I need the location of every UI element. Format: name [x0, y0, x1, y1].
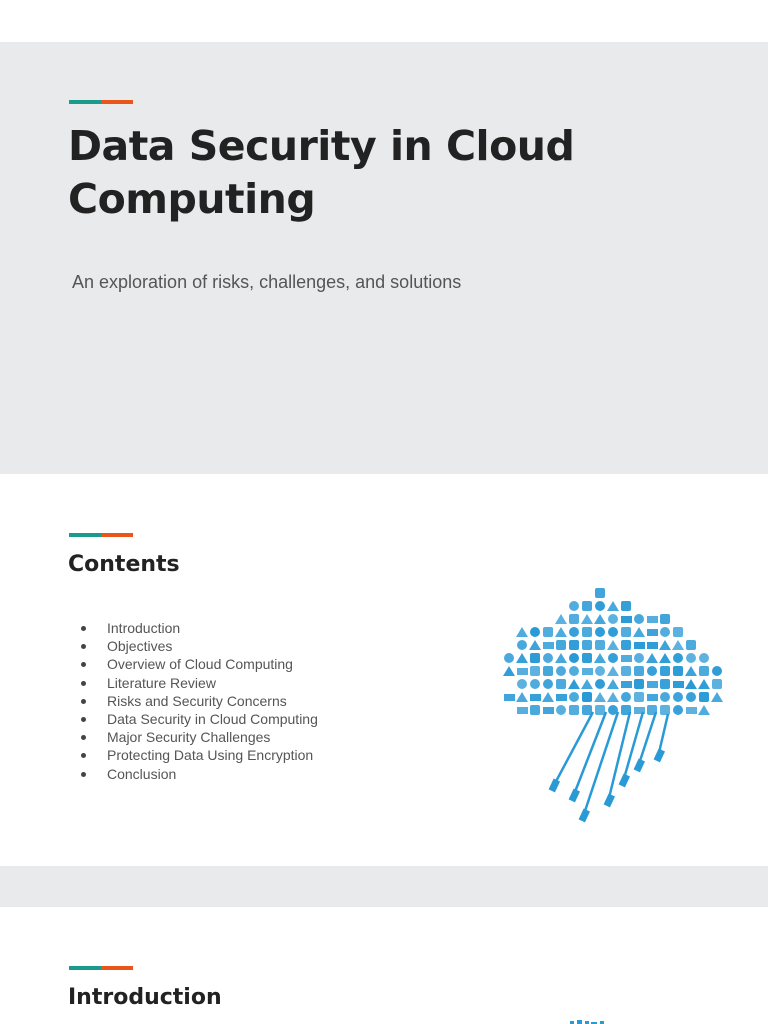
cloud-icon-glyph	[568, 679, 580, 689]
cloud-icon-glyph	[646, 653, 658, 663]
cloud-icon-glyph	[543, 666, 553, 676]
cloud-icon-glyph	[660, 614, 670, 624]
cloud-icon-glyph	[543, 653, 553, 663]
cloud-icon-glyph	[608, 614, 618, 624]
cloud-icon-glyph	[672, 640, 684, 650]
cloud-icon-glyph	[634, 642, 645, 649]
cloud-icon-glyph	[581, 614, 593, 624]
cloud-icon-glyph	[607, 640, 619, 650]
cloud-icon-glyph	[556, 679, 566, 689]
cloud-icon-glyph	[595, 627, 605, 637]
cloud-icon-glyph	[699, 666, 709, 676]
cloud-icon-glyph	[555, 614, 567, 624]
cloud-icon-glyph	[529, 640, 541, 650]
cloud-icon-glyph	[543, 707, 554, 714]
cloud-icon-glyph	[699, 653, 709, 663]
cloud-icon-glyph	[607, 692, 619, 702]
cloud-icon-glyph	[516, 627, 528, 637]
cloud-icon-glyph	[608, 653, 618, 663]
cloud-icon-glyph	[504, 653, 514, 663]
cloud-icon-glyph	[712, 666, 722, 676]
cloud-icon-glyph	[530, 679, 540, 689]
cloud-icon-glyph	[673, 705, 683, 715]
cloud-icon-glyph	[608, 627, 618, 637]
cloud-network-icon	[498, 582, 728, 827]
cloud-icon-glyph	[594, 653, 606, 663]
cloud-icon-glyph	[569, 705, 579, 715]
accent-bar	[69, 100, 133, 104]
list-item: Conclusion	[75, 765, 318, 783]
cloud-icon-glyph	[660, 627, 670, 637]
cloud-icon-glyph	[621, 627, 631, 637]
cloud-icon-glyph	[543, 642, 554, 649]
cloud-icon-glyph	[647, 681, 658, 688]
cloud-icon-glyph	[673, 692, 683, 702]
cloud-icon-glyph	[686, 653, 696, 663]
cloud-icon-glyph	[582, 692, 592, 702]
cloud-icon-glyph	[659, 653, 671, 663]
cloud-icon-glyph	[556, 694, 567, 701]
cloud-icon-glyph	[582, 705, 592, 715]
cloud-icon-glyph	[647, 629, 658, 636]
cable-line	[608, 712, 630, 802]
cloud-icon-glyph	[555, 653, 567, 663]
cloud-icon-glyph	[582, 668, 593, 675]
cloud-icon-glyph	[647, 666, 657, 676]
cloud-icon-glyph	[712, 679, 722, 689]
cloud-icon-glyph	[503, 666, 515, 676]
cloud-icon-glyph	[595, 666, 605, 676]
cloud-icon-glyph	[634, 614, 644, 624]
cloud-icon-glyph	[542, 692, 554, 702]
cloud-icon-glyph	[647, 642, 658, 649]
cloud-icon-glyph	[569, 666, 579, 676]
cloud-icon-glyph	[621, 692, 631, 702]
cloud-icon-glyph	[530, 694, 541, 701]
cloud-icon-glyph	[569, 653, 579, 663]
presentation-subtitle: An exploration of risks, challenges, and solutions	[72, 272, 462, 292]
cloud-icon-glyph	[530, 653, 540, 663]
cloud-icon-glyph	[660, 692, 670, 702]
cloud-icon-glyph	[634, 653, 644, 663]
cloud-icon-glyph	[595, 705, 605, 715]
cable-plug	[654, 748, 665, 762]
cloud-icon-glyph	[582, 640, 592, 650]
list-item: Major Security Challenges	[75, 728, 318, 746]
cloud-icon-glyph	[543, 679, 553, 689]
contents-slide	[0, 474, 768, 866]
list-item: Overview of Cloud Computing	[75, 655, 318, 673]
cloud-icon-glyph	[673, 666, 683, 676]
cloud-icon-glyph	[595, 601, 605, 611]
cloud-icon-glyph	[686, 707, 697, 714]
cloud-icon-glyph	[660, 666, 670, 676]
cloud-icon-glyph	[595, 588, 605, 598]
cloud-icon-glyph	[543, 627, 553, 637]
cable-plug	[549, 778, 560, 792]
list-item: Risks and Security Concerns	[75, 692, 318, 710]
cloud-icon-glyph	[581, 679, 593, 689]
cloud-icon-glyph	[647, 694, 658, 701]
cloud-icon-glyph	[673, 653, 683, 663]
cloud-icon-glyph	[569, 614, 579, 624]
cloud-icon-glyph	[621, 666, 631, 676]
cloud-icon-glyph	[699, 692, 709, 702]
presentation-title: Data Security in Cloud Computing	[68, 122, 575, 223]
cloud-icon-glyph	[516, 653, 528, 663]
title-slide	[0, 42, 768, 474]
accent-bar	[69, 966, 133, 970]
cloud-icon-glyph	[517, 707, 528, 714]
cloud-icon-glyph	[517, 640, 527, 650]
contents-heading: Contents	[68, 552, 180, 577]
list-item: Literature Review	[75, 674, 318, 692]
cloud-icon-glyph	[556, 640, 566, 650]
cloud-icon-glyph	[516, 692, 528, 702]
cloud-icon-glyph	[595, 679, 605, 689]
cloud-icon-glyph	[685, 666, 697, 676]
cable-plug	[569, 788, 580, 802]
cloud-icon-glyph	[569, 692, 579, 702]
cloud-icon-glyph	[556, 705, 566, 715]
cloud-icon-glyph	[504, 694, 515, 701]
list-item: Introduction	[75, 619, 318, 637]
cloud-icon-glyph	[555, 627, 567, 637]
cloud-icon-glyph	[621, 640, 631, 650]
cloud-icon-glyph	[530, 705, 540, 715]
cloud-icon-glyph	[569, 640, 579, 650]
cloud-icon-glyph	[607, 666, 619, 676]
cloud-icon-glyph	[594, 614, 606, 624]
cloud-icon-glyph	[621, 601, 631, 611]
cloud-icon-glyph	[634, 666, 644, 676]
accent-bar	[69, 533, 133, 537]
cable-plug	[579, 808, 590, 822]
cloud-icon-glyph	[556, 666, 566, 676]
cable-plug	[634, 758, 645, 772]
cloud-icon-glyph	[659, 640, 671, 650]
cable-line	[573, 712, 606, 797]
list-item: Data Security in Cloud Computing	[75, 710, 318, 728]
cloud-icon-glyph	[517, 679, 527, 689]
cloud-icon-glyph	[595, 640, 605, 650]
cloud-icon-glyph	[582, 627, 592, 637]
cloud-icon-glyph	[594, 692, 606, 702]
cloud-icon-glyph	[607, 601, 619, 611]
slide-separator	[0, 866, 768, 907]
cloud-icon-glyph	[634, 679, 644, 689]
cloud-icon-glyph	[530, 627, 540, 637]
cloud-icon-glyph	[685, 679, 697, 689]
cloud-icon-glyph	[660, 705, 670, 715]
cloud-icon-glyph	[634, 692, 644, 702]
intro-heading: Introduction	[68, 985, 222, 1010]
cloud-network-icon	[560, 1015, 620, 1024]
cloud-icon-glyph	[647, 616, 658, 623]
cloud-icon-glyph	[582, 653, 592, 663]
list-item: Objectives	[75, 637, 318, 655]
cloud-icon-glyph	[569, 601, 579, 611]
cloud-icon-glyph	[711, 692, 723, 702]
cloud-icon-glyph	[569, 627, 579, 637]
intro-slide	[0, 907, 768, 1024]
cloud-icon-glyph	[698, 705, 710, 715]
cloud-icon-glyph	[686, 640, 696, 650]
cloud-icon-glyph	[621, 655, 632, 662]
cloud-icon-glyph	[530, 666, 540, 676]
cloud-icon-glyph	[607, 679, 619, 689]
cloud-icon-glyph	[582, 601, 592, 611]
cloud-icon-glyph	[621, 616, 632, 623]
cloud-icon-glyph	[660, 679, 670, 689]
cloud-icon-glyph	[621, 681, 632, 688]
contents-list	[75, 619, 318, 783]
cloud-icon-glyph	[698, 679, 710, 689]
cloud-icon-glyph	[673, 627, 683, 637]
cloud-icon-glyph	[633, 627, 645, 637]
cable-plug	[604, 793, 615, 807]
cable-line	[553, 712, 593, 787]
cloud-icon-glyph	[686, 692, 696, 702]
cable-plug	[619, 773, 630, 787]
cloud-icon-glyph	[517, 668, 528, 675]
cloud-icon-glyph	[673, 681, 684, 688]
list-item: Protecting Data Using Encryption	[75, 746, 318, 764]
